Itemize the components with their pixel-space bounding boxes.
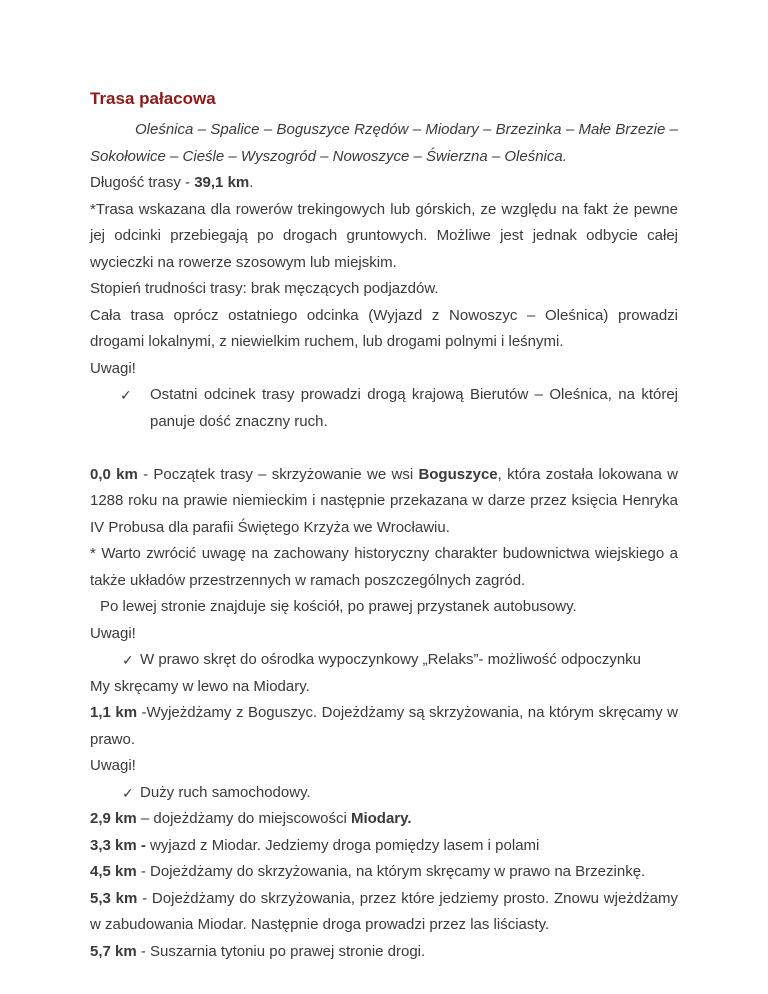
paragraph bbox=[90, 806, 678, 833]
text-run: Stopień trudności trasy: brak męczących podjazdów. bbox=[90, 280, 439, 297]
text-run: - Dojeżdżamy do skrzyżowania, na którym skręcamy w prawo na Brzezinkę. bbox=[136, 863, 646, 880]
text-run: – dojeżdżamy do miejscowości bbox=[136, 810, 351, 827]
paragraph bbox=[90, 276, 678, 303]
paragraph bbox=[90, 753, 678, 780]
text-run: My skręcamy w lewo na Miodary. bbox=[90, 677, 310, 695]
check-icon: ✓ bbox=[122, 652, 134, 668]
text-run: * Warto zwrócić uwagę na zachowany historyczny charakter budownictwa wiejskiego a także układów przestrzennych w ramach poszczególnych zagród. bbox=[90, 545, 678, 589]
paragraph bbox=[90, 621, 678, 648]
paragraph bbox=[90, 886, 678, 939]
paragraph bbox=[90, 674, 678, 701]
paragraph bbox=[90, 303, 678, 356]
text-run: Duży ruch samochodowy. bbox=[140, 783, 311, 801]
text-run: Cała trasa oprócz ostatniego odcinka (Wyjazd z Nowoszyc – Oleśnica) prowadzi drogami lokalnymi, z niewielkim ruchem, lub drogami polnymi i leśnymi. bbox=[90, 306, 678, 350]
paragraph bbox=[90, 170, 678, 197]
text-run: - Suszarnia tytoniu po prawej stronie drogi. bbox=[136, 942, 426, 960]
text-run: , która została lokowana w 1288 roku na prawie niemieckim i następnie przekazana w darze przez księcia Henryka IV Probusa dla parafii Świętego Krzyża we Wrocławiu. bbox=[90, 465, 678, 536]
text-run: Oleśnica – Spalice – Boguszyce Rzędów – Miodary – Brzezinka – Małe Brzezie – Sokołowice – Cieśle – Wyszogród – Nowoszyce – Świerzna – Oleśnica. bbox=[90, 121, 678, 165]
text-run: Uwagi! bbox=[90, 359, 136, 377]
check-icon: ✓ bbox=[120, 387, 132, 403]
text-run: -Wyjeżdżamy z Boguszyc. Dojeżdżamy są skrzyżowania, na którym skręcamy w prawo. bbox=[90, 704, 678, 748]
text-run: W prawo skręt do ośrodka wypoczynkowy „Relaks”- możliwość odpoczynku bbox=[140, 651, 642, 668]
text-run: - Początek trasy – skrzyżowanie we wsi bbox=[137, 465, 419, 483]
paragraph bbox=[90, 833, 678, 860]
document-title: Trasa pałacowa bbox=[90, 89, 216, 108]
text-run: 0,0 km bbox=[90, 465, 138, 483]
paragraph bbox=[90, 356, 678, 383]
text-run: 5,3 km bbox=[90, 889, 138, 907]
text-run: - Dojeżdżamy do skrzyżowania, przez które jedziemy prosto. Znowu wjeżdżamy w zabudowania Miodar. Następnie droga prowadzi przez las liściasty. bbox=[90, 889, 678, 933]
text-run: 1,1 km bbox=[90, 704, 138, 721]
text-run: . bbox=[249, 174, 254, 191]
text-run: Uwagi! bbox=[90, 624, 136, 642]
text-run: 4,5 km bbox=[90, 863, 137, 880]
paragraph bbox=[90, 117, 678, 170]
paragraph bbox=[90, 700, 678, 753]
text-run: *Trasa wskazana dla rowerów trekingowych lub górskich, ze względu na fakt że pewne jej odcinki przebiegają po drogach gruntowych. Możliwe jest jednak odbycie całej wycieczki na rowerze szosowym lub miejskim. bbox=[90, 200, 678, 271]
paragraph bbox=[90, 197, 678, 277]
checklist-item bbox=[90, 382, 678, 435]
document-content bbox=[90, 117, 678, 965]
paragraph bbox=[90, 462, 678, 542]
text-run: 39,1 km bbox=[194, 174, 250, 191]
text-run: 2,9 km bbox=[90, 810, 137, 827]
paragraph bbox=[90, 594, 678, 621]
text-run: wyjazd z Miodar. Jedziemy droga pomiędzy lasem i polami bbox=[145, 836, 540, 854]
text-run: Miodary. bbox=[350, 810, 412, 827]
paragraph bbox=[90, 939, 678, 966]
paragraph-spacer bbox=[90, 435, 678, 462]
paragraph bbox=[90, 541, 678, 594]
checklist-item bbox=[90, 647, 678, 674]
text-run: 3,3 km - bbox=[90, 836, 146, 854]
text-run: Długość trasy - bbox=[90, 174, 195, 191]
text-run: Boguszyce bbox=[418, 465, 498, 483]
check-icon: ✓ bbox=[122, 784, 134, 801]
text-run: Ostatni odcinek trasy prowadzi drogą krajową Bierutów – Oleśnica, na której panuje dość znaczny ruch. bbox=[150, 386, 678, 430]
text-run: Po lewej stronie znajduje się kościół, po prawej przystanek autobusowy. bbox=[100, 598, 577, 615]
text-run: 5,7 km bbox=[90, 942, 137, 960]
text-run: Uwagi! bbox=[90, 757, 136, 774]
checklist-item bbox=[90, 780, 678, 807]
paragraph bbox=[90, 859, 678, 886]
